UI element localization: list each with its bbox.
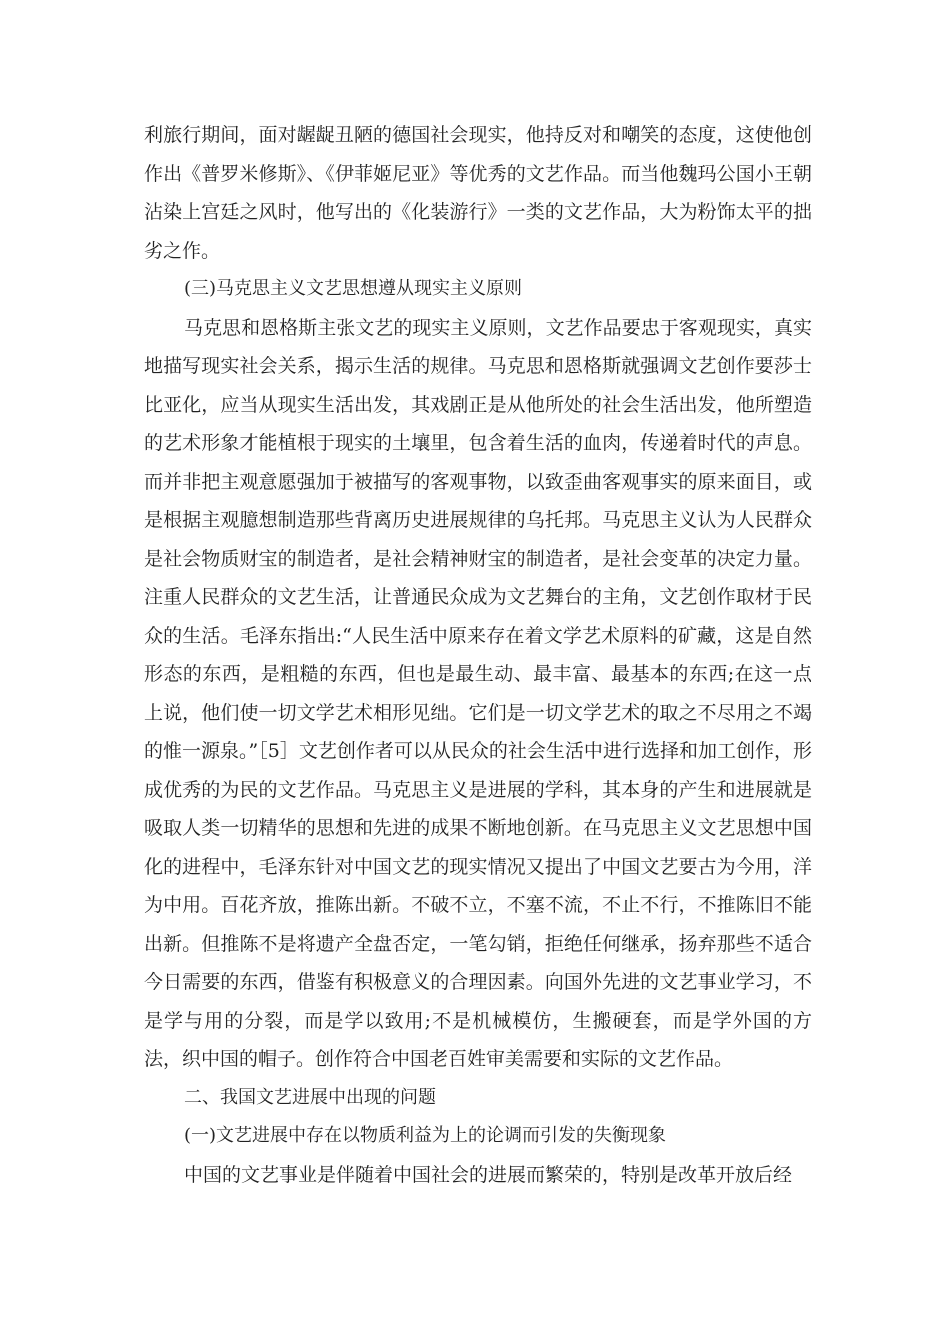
section-heading-problems: 二、我国文艺进展中出现的问题 [184, 1086, 436, 1108]
paragraph-imbalance-start: 中国的文艺事业是伴随着中国社会的进展而繁荣的，特别是改革开放后经 [184, 1163, 793, 1186]
section-heading-realism: (三)马克思主义文艺思想遵从现实主义原则 [184, 278, 523, 299]
paragraph-realism-body: 马克思和恩格斯主张文艺的现实主义原则，文艺作品要忠于客观现实，真实地描写现实社会关系，揭示生活的规律。马克思和恩格斯就强调文艺创作要莎士比亚化，应当从现实生活出发，其戏剧正是从他所处的社会生活出发，他所塑造的艺术形象才能植根于现实的土壤里，包含着生活的血肉，传递着时代的声息。而并非把主观意愿强加于被描写的客观事物，以致歪曲客观事实的原来面目，或是根据主观臆想制造那些背离历史进展规律的乌托邦。马克思主义认为人民群众是社会物质财宝的制造者，是社会精神财宝的制造者，是社会变革的决定力量。注重人民群众的文艺生活，让普通民众成为文艺舞台的主角，文艺创作取材于民众的生活。毛泽东指出:“人民生活中原来存在着文学艺术原料的矿藏，这是自然形态的东西，是粗糙的东西，但也是最生动、最丰富、最基本的东西;在这一点上说，他们使一切文学艺术相形见绌。它们是一切文学艺术的取之不尽用之不竭的惟一源泉。”［5］文艺创作者可以从民众的社会生活中进行选择和加工创作，形成优秀的为民的文艺作品。马克思主义是进展的学科，其本身的产生和进展就是吸取人类一切精华的思想和先进的成果不断地创新。在马克思主义文艺思想中国化的进程中，毛泽东针对中国文艺的现实情况又提出了中国文艺要古为今用，洋为中用。百花齐放，推陈出新。不破不立，不塞不流，不止不行，不推陈旧不能出新。但推陈不是将遗产全盘否定，一笔勾销，拒绝任何继承，扬弃那些不适合今日需要的东西，借鉴有积极意义的合理因素。向国外先进的文艺事业学习，不是学与用的分裂，而是学以致用;不是机械模仿，生搬硬套，而是学外国的方法，织中国的帽子。创作符合中国老百姓审美需要和实际的文艺作品。 [144, 316, 812, 1070]
paragraph-continued: 利旅行期间，面对龌龊丑陋的德国社会现实，他持反对和嘲笑的态度，这使他创作出《普罗米修斯》、《伊菲姬尼亚》等优秀的文艺作品。而当他魏玛公国小王朝沾染上宫廷之风时，他写出的《化装游行》一类的文艺作品，大为粉饰太平的拙劣之作。 [144, 124, 812, 262]
document-body [144, 116, 812, 1194]
subsection-heading-imbalance: (一)文艺进展中存在以物质利益为上的论调而引发的失衡现象 [184, 1125, 667, 1146]
